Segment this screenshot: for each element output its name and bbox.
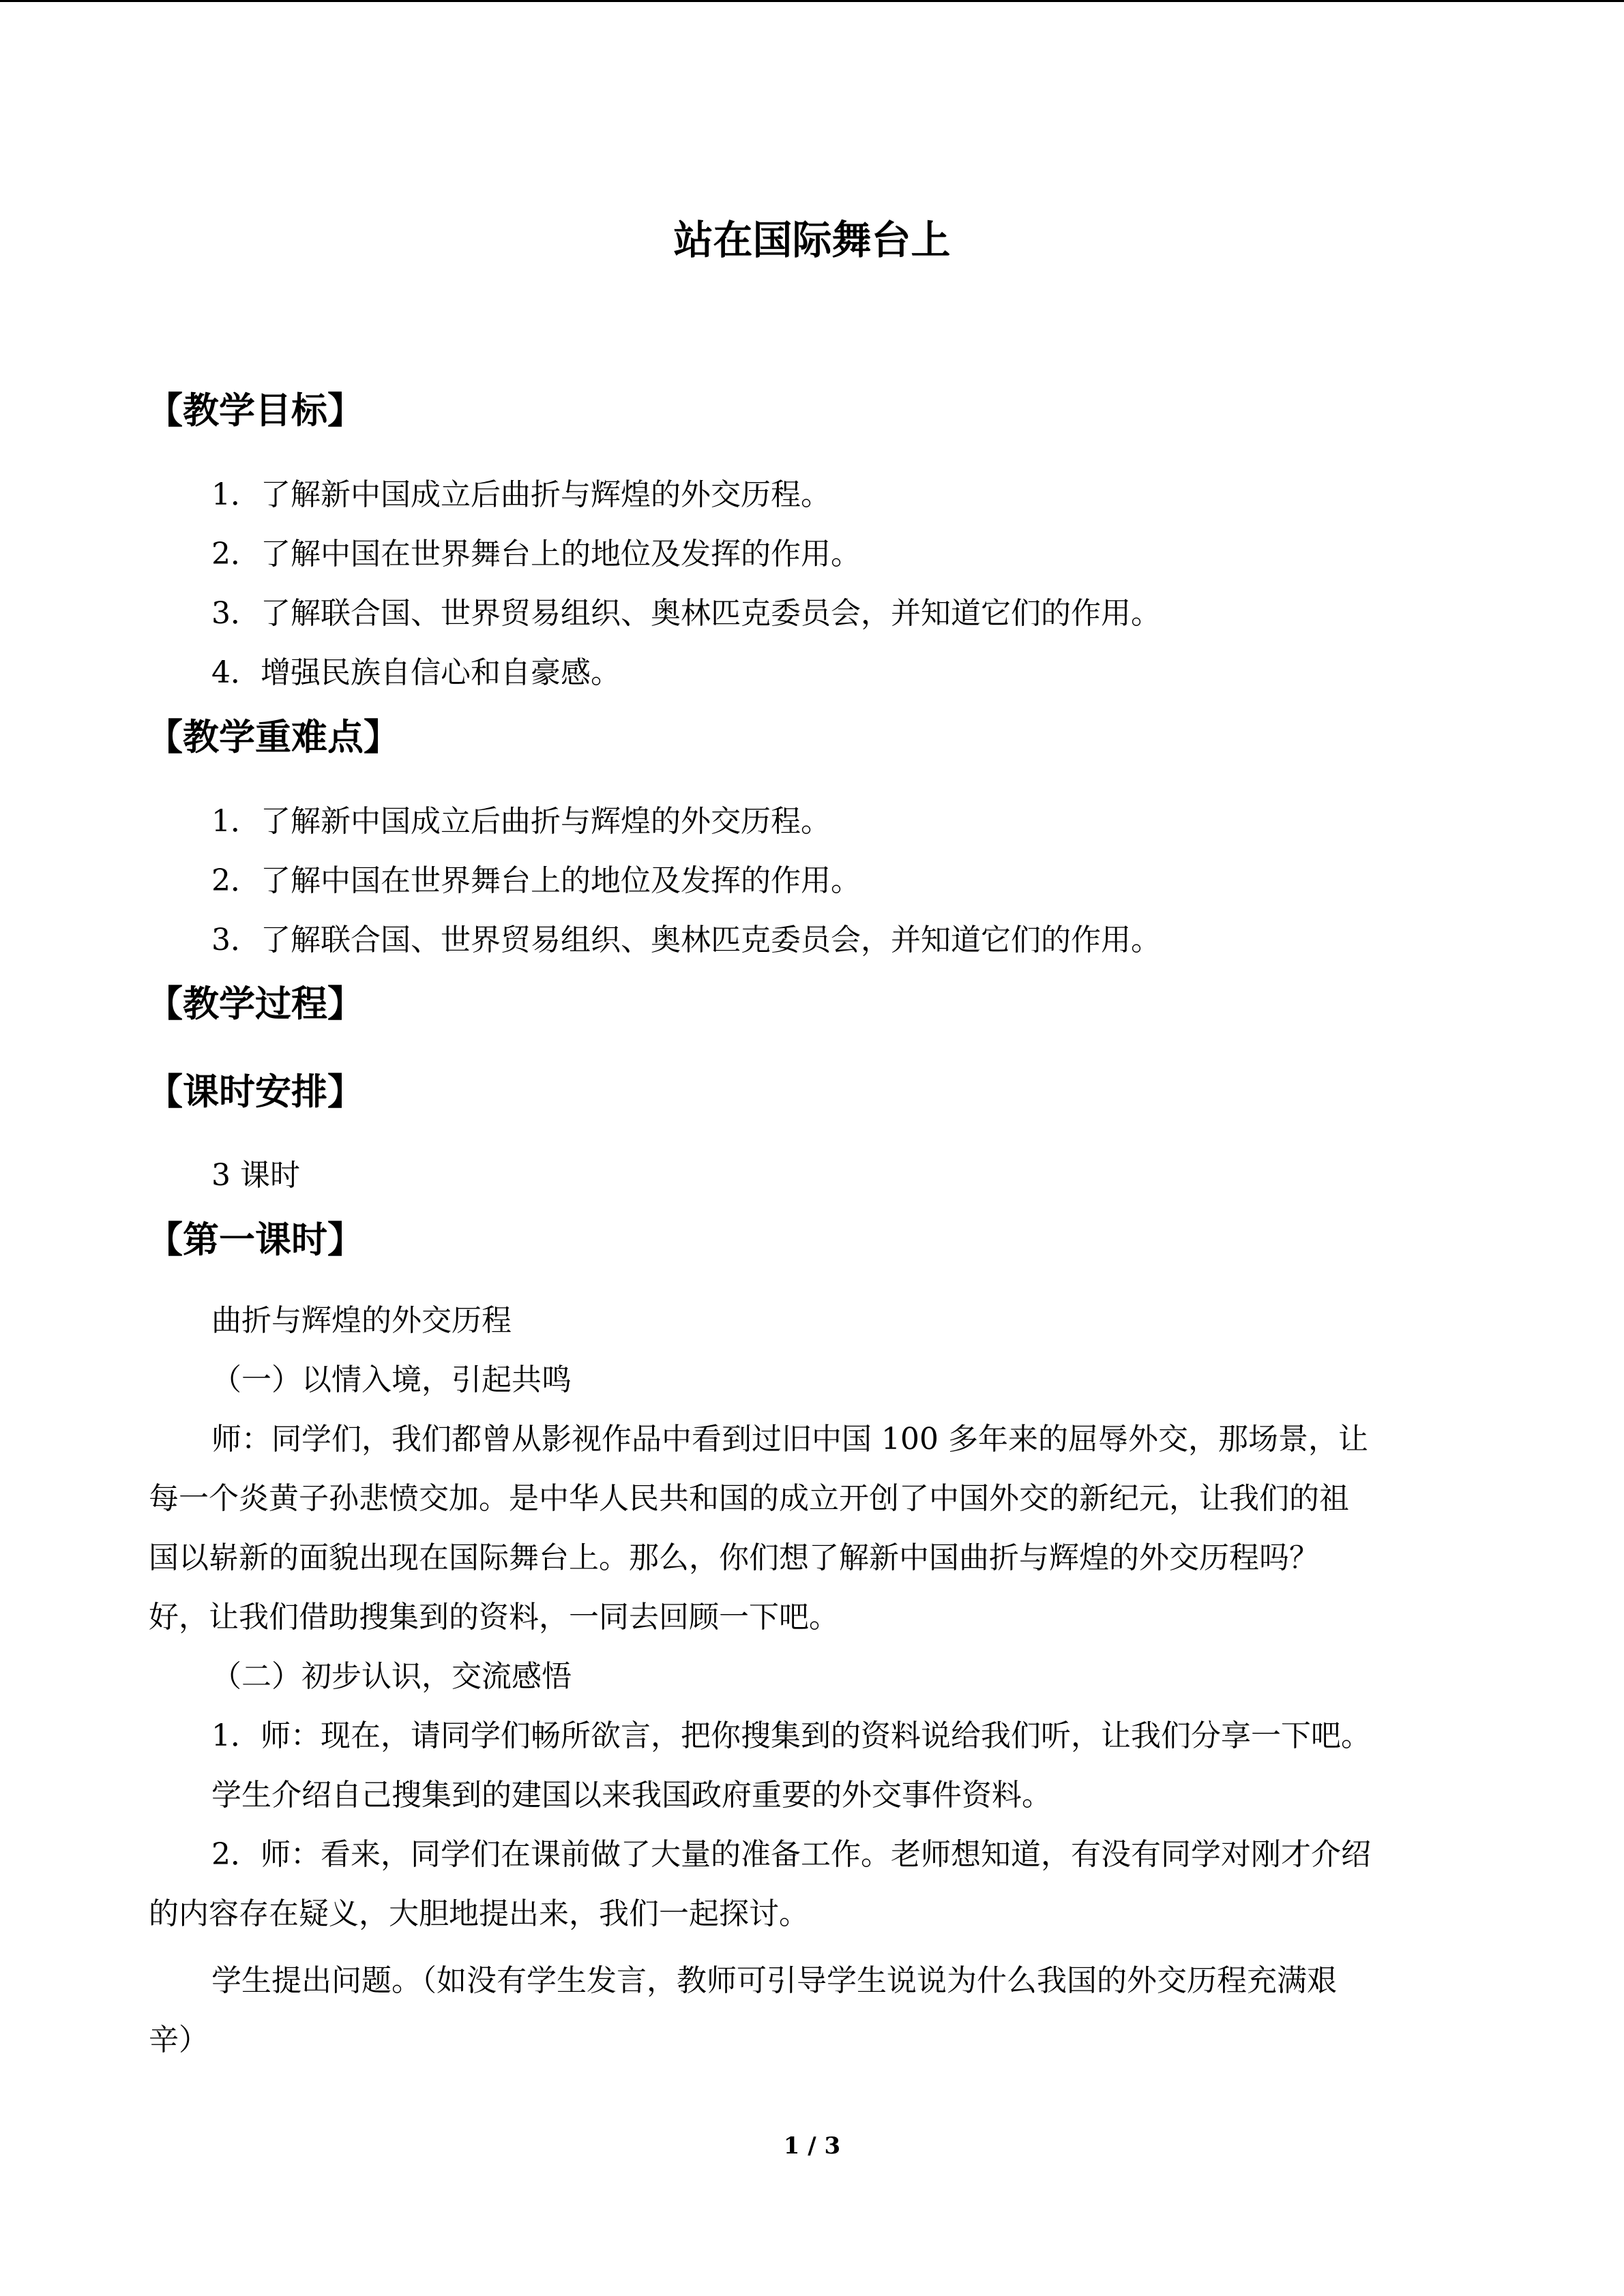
section-heading-key-points: 【教学重难点】 <box>147 717 400 758</box>
lesson1-line: 师：同学们，我们都曾从影视作品中看到过旧中国 100 多年来的屈辱外交，那场景，让 <box>211 1422 1368 1457</box>
section-heading-schedule: 【课时安排】 <box>147 1071 364 1113</box>
page-top-border <box>0 0 1624 2</box>
objective-item: 1．了解新中国成立后曲折与辉煌的外交历程。 <box>211 477 831 512</box>
lesson1-line: 2．师：看来，同学们在课前做了大量的准备工作。老师想知道，有没有同学对刚才介绍 <box>211 1837 1371 1872</box>
document-title: 站在国际舞台上 <box>673 217 951 263</box>
schedule-text: 3 课时 <box>211 1158 300 1193</box>
lesson1-line: 国以崭新的面貌出现在国际舞台上。那么，你们想了解新中国曲折与辉煌的外交历程吗？ <box>149 1540 1319 1575</box>
lesson1-line: 每一个炎黄子孙悲愤交加。是中华人民共和国的成立开创了中国外交的新纪元，让我们的祖 <box>149 1481 1349 1516</box>
lesson1-line: （一）以情入境，引起共鸣 <box>211 1362 572 1397</box>
lesson1-line: 曲折与辉煌的外交历程 <box>211 1303 512 1338</box>
key-point-item: 3．了解联合国、世界贸易组织、奥林匹克委员会，并知道它们的作用。 <box>211 923 1161 957</box>
lesson1-line: 学生提出问题。（如没有学生发言，教师可引导学生说说为什么我国的外交历程充满艰 <box>211 1963 1337 1998</box>
lesson1-line: 的内容存在疑义，大胆地提出来，我们一起探讨。 <box>149 1896 809 1931</box>
section-heading-process: 【教学过程】 <box>147 983 364 1025</box>
lesson1-line: （二）初步认识，交流感悟 <box>211 1659 572 1694</box>
section-heading-objectives: 【教学目标】 <box>147 390 364 432</box>
key-point-item: 2．了解中国在世界舞台上的地位及发挥的作用。 <box>211 863 861 898</box>
section-heading-lesson1: 【第一课时】 <box>147 1219 364 1261</box>
page-number: 1 / 3 <box>783 2132 841 2160</box>
lesson1-line: 1．师：现在，请同学们畅所欲言，把你搜集到的资料说给我们听，让我们分享一下吧。 <box>211 1718 1371 1753</box>
objective-item: 3．了解联合国、世界贸易组织、奥林匹克委员会，并知道它们的作用。 <box>211 596 1161 631</box>
key-point-item: 1．了解新中国成立后曲折与辉煌的外交历程。 <box>211 804 831 839</box>
objective-item: 4．增强民族自信心和自豪感。 <box>211 655 621 690</box>
lesson1-line: 辛） <box>149 2023 209 2057</box>
objective-item: 2．了解中国在世界舞台上的地位及发挥的作用。 <box>211 537 861 571</box>
lesson1-line: 好，让我们借助搜集到的资料，一同去回顾一下吧。 <box>149 1600 839 1635</box>
lesson1-line: 学生介绍自己搜集到的建国以来我国政府重要的外交事件资料。 <box>211 1778 1052 1813</box>
